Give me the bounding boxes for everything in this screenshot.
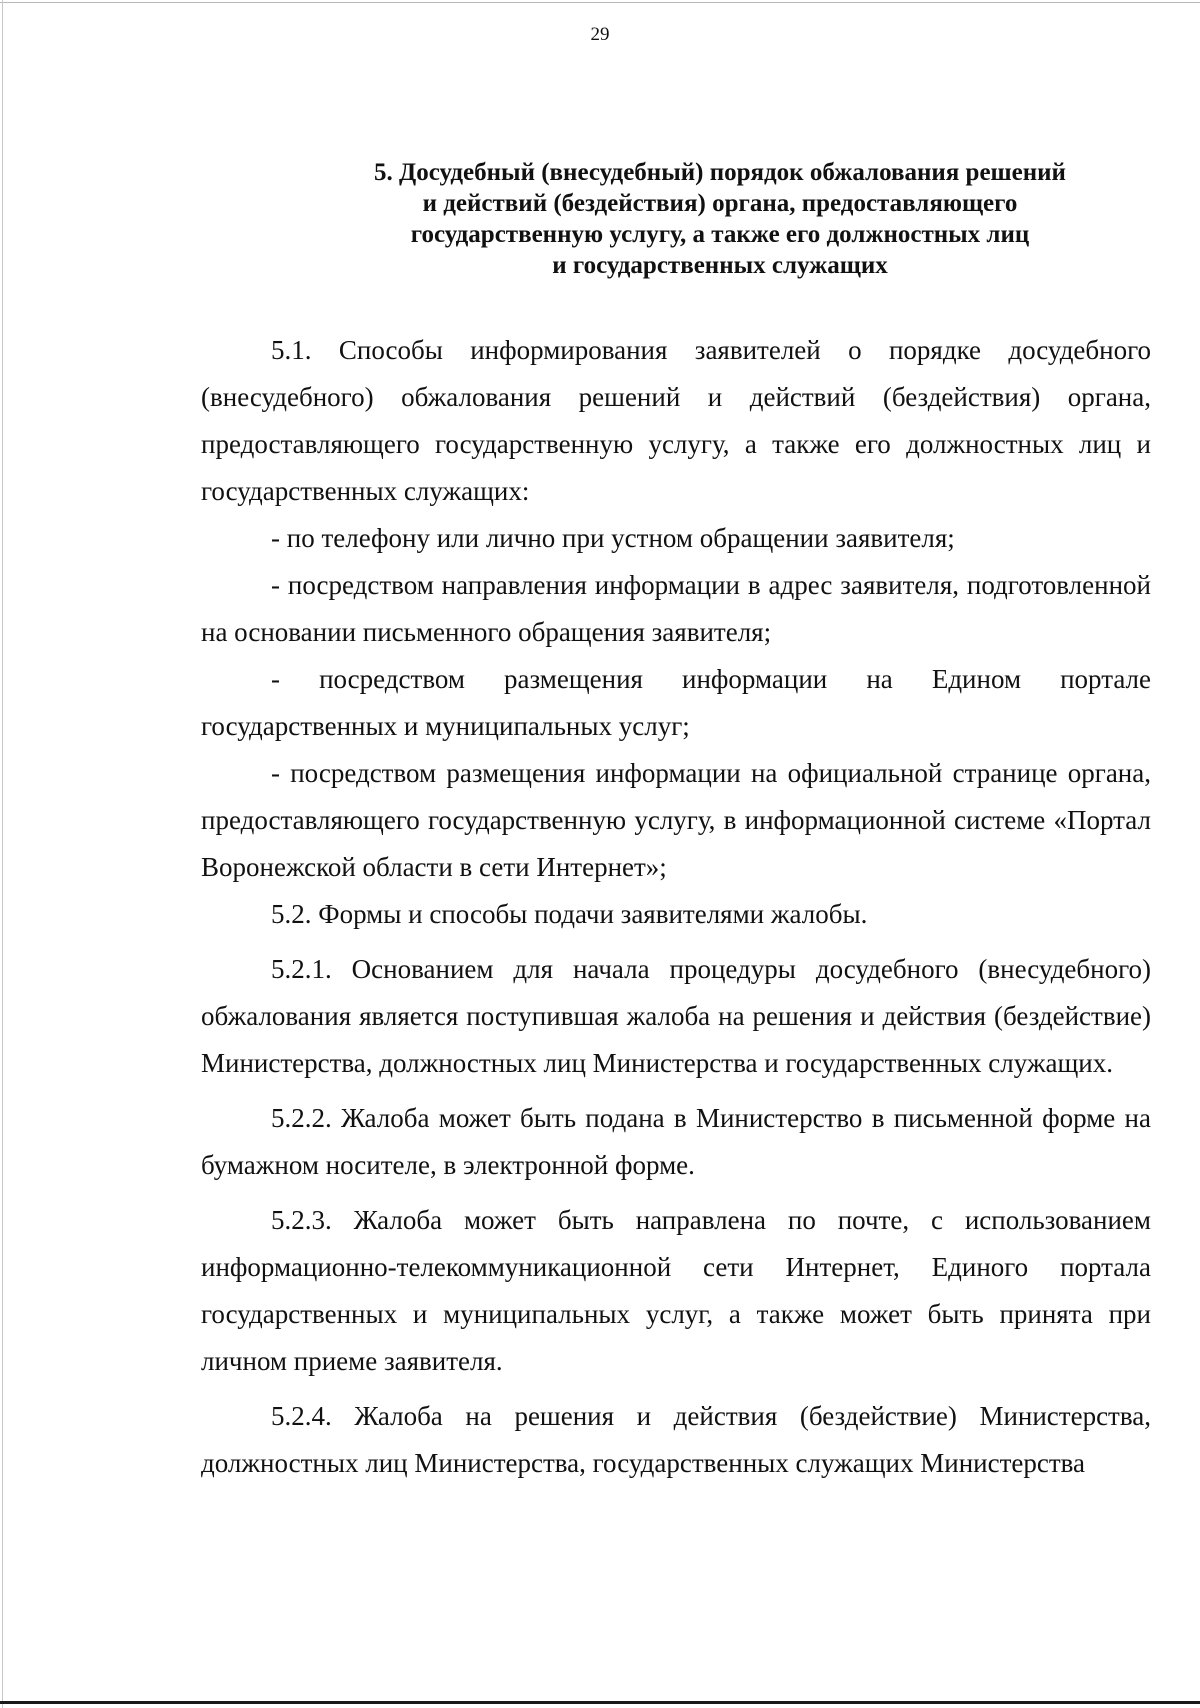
paragraph-5-2-3: 5.2.3. Жалоба может быть направлена по почте, с использованием информационно-телекоммуникационной сети Интернет, Единого портала государственных и муниципальных услуг, а также может быть принята при личном приеме заявителя. [201,1205,1151,1376]
list-item-phone: - по телефону или лично при устном обращении заявителя; [271,523,955,553]
section-heading [290,157,1150,281]
paragraph-5-1: 5.1. Способы информирования заявителей о порядке досудебного (внесудебного) обжалования решений и действий (бездействия) органа, предоставляющего государственную услугу, а также его должностных лиц и государственных служащих: [201,335,1151,506]
page-number: 29 [590,24,610,45]
list-item-address: - посредством направления информации в адрес заявителя, подготовленной на основании письменного обращения заявителя; [201,570,1151,647]
section-heading-line: 5. Досудебный (внесудебный) порядок обжалования решений [374,159,1066,186]
scan-bottom-edge [0,1701,1200,1704]
paragraph-5-2-4: 5.2.4. Жалоба на решения и действия (бездействие) Министерства, должностных лиц Министерства, государственных служащих Министерства [201,1401,1151,1478]
paragraph-5-2: 5.2. Формы и способы подачи заявителями жалобы. [271,899,868,929]
list-item-portal: - посредством размещения информации на Едином портале государственных и муниципальных услуг; [201,664,1151,741]
section-heading-line: государственную услугу, а также его должностных лиц [410,221,1030,248]
scan-top-edge [0,2,1200,3]
scan-left-edge [2,0,3,1708]
document-body [201,327,1151,1487]
section-heading-line: и действий (бездействия) органа, предоставляющего [422,190,1018,217]
paragraph-5-2-1: 5.2.1. Основанием для начала процедуры досудебного (внесудебного) обжалования является поступившая жалоба на решения и действия (бездействие) Министерства, должностных лиц Министерства и государственных служащих. [201,954,1151,1078]
paragraph-5-2-2: 5.2.2. Жалоба может быть подана в Министерство в письменной форме на бумажном носителе, в электронной форме. [201,1103,1151,1180]
section-heading-line: и государственных служащих [552,252,888,279]
list-item-official-page: - посредством размещения информации на официальной странице органа, предоставляющего государственную услугу, в информационной системе «Портал Воронежской области в сети Интернет»; [201,758,1151,882]
